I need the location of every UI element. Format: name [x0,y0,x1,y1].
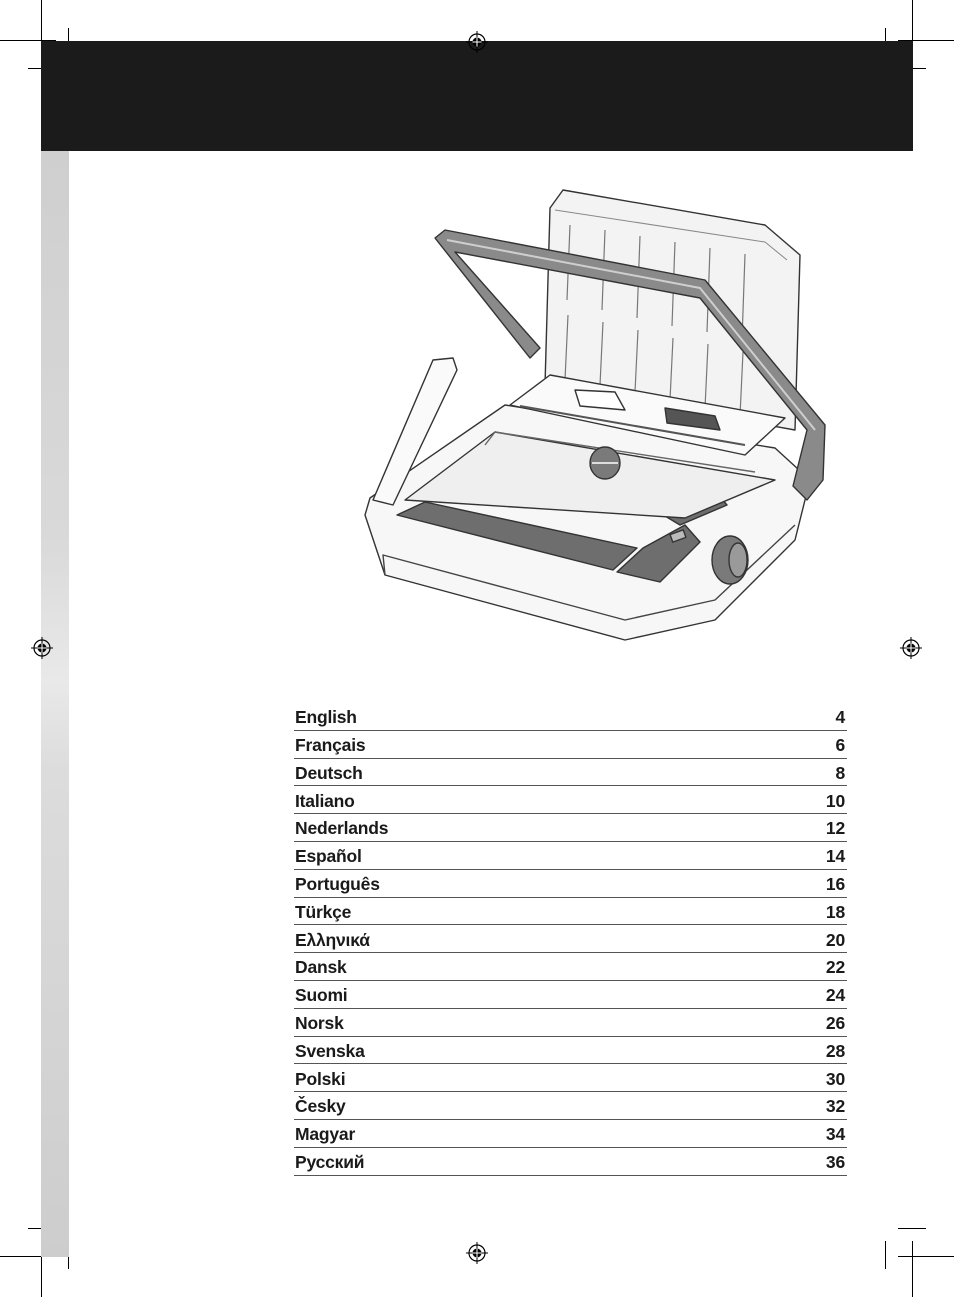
registration-mark-icon [900,637,922,659]
toc-page-number: 26 [825,1013,845,1034]
toc-page-number: 28 [825,1040,845,1061]
toc-page-number: 20 [825,929,845,950]
toc-page-number: 4 [835,707,845,728]
toc-row[interactable] [294,1037,847,1065]
crop-mark [885,1241,886,1269]
toc-language: Magyar [295,1124,356,1145]
toc-language: Suomi [295,985,348,1006]
toc-language: Ελληνικά [295,929,370,950]
toc-page-number: 36 [825,1152,845,1173]
toc-row[interactable] [294,703,847,731]
toc-page-number: 34 [825,1124,845,1145]
crop-mark [898,1228,926,1229]
toc-row[interactable] [294,870,847,898]
toc-language: Svenska [295,1040,365,1061]
toc-language: Deutsch [295,762,363,783]
toc-row[interactable] [294,981,847,1009]
toc-page-number: 12 [825,818,845,839]
toc-language: Türkçe [295,901,352,922]
toc-page-number: 16 [825,874,845,895]
toc-row[interactable] [294,1148,847,1176]
toc-row[interactable] [294,759,847,787]
toc-language: Français [295,735,366,756]
crop-mark [912,1241,913,1297]
toc-page-number: 6 [835,735,845,756]
toc-row[interactable] [294,1009,847,1037]
toc-language: Dansk [295,957,347,978]
toc-language: Polski [295,1068,346,1089]
toc-page-number: 30 [825,1068,845,1089]
toc-row[interactable] [294,898,847,926]
toc-language: Português [295,874,380,895]
toc-page-number: 32 [825,1096,845,1117]
toc-row[interactable] [294,1092,847,1120]
toc-row[interactable] [294,1064,847,1092]
side-strip [41,151,69,1257]
toc-row[interactable] [294,814,847,842]
toc-language: English [295,707,357,728]
crop-mark [898,1256,954,1257]
toc-row[interactable] [294,731,847,759]
toc-page-number: 24 [825,985,845,1006]
language-index [294,703,847,1176]
toc-language: Русский [295,1152,365,1173]
registration-mark-icon [31,637,53,659]
toc-language: Norsk [295,1013,344,1034]
header-bar [41,41,913,151]
toc-row[interactable] [294,786,847,814]
toc-row[interactable] [294,925,847,953]
toc-row[interactable] [294,1120,847,1148]
toc-page-number: 10 [825,790,845,811]
toc-page-number: 14 [825,846,845,867]
registration-mark-icon [466,31,488,53]
toc-page-number: 22 [825,957,845,978]
registration-mark-icon [466,1242,488,1264]
toc-page-number: 18 [825,901,845,922]
toc-language: Česky [295,1096,346,1117]
binding-machine-illustration [355,180,845,650]
toc-row[interactable] [294,842,847,870]
toc-language: Nederlands [295,818,389,839]
toc-language: Italiano [295,790,355,811]
toc-row[interactable] [294,953,847,981]
toc-language: Español [295,846,362,867]
toc-page-number: 8 [835,762,845,783]
